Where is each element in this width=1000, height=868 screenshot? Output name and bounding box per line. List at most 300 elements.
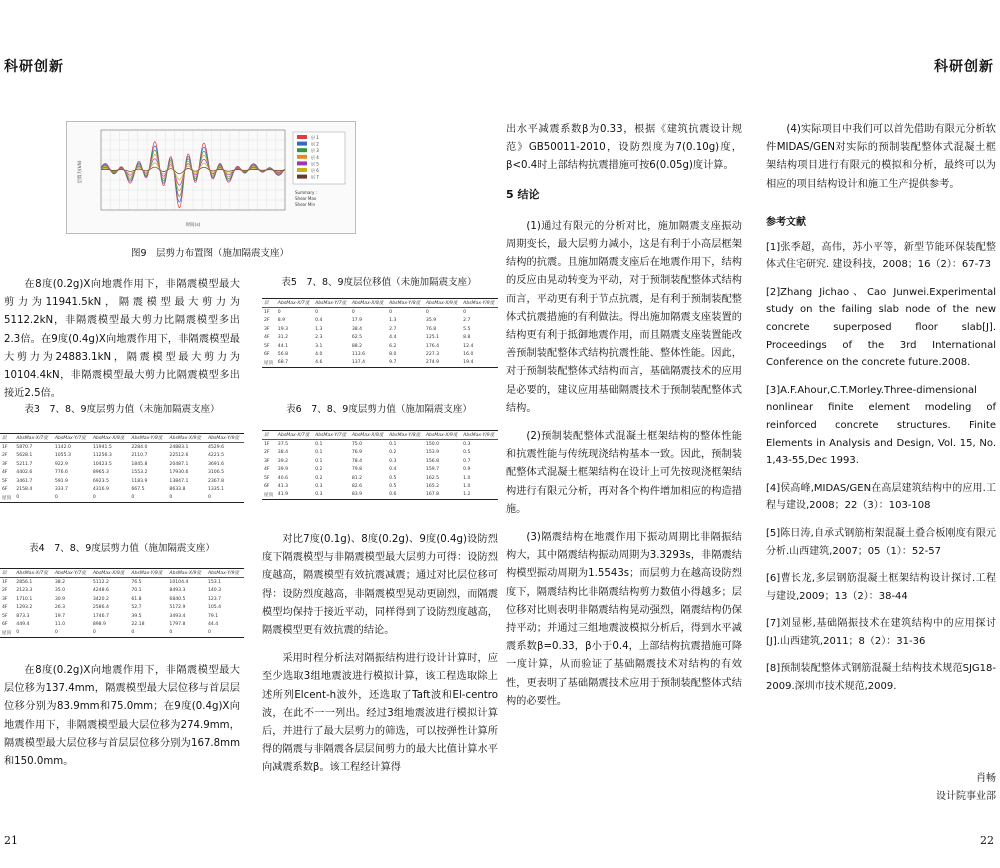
table5 [262,298,498,368]
reference-item: [2]Zhang Jichao、Cao Junwei.Experimental study on the failing slab node of the new concrete superposed floor slab[J]. Proceedings of the 3rd International Conference on the concrete future.2008. [766,286,996,369]
table-cell: 0 [167,494,206,503]
table-cell: 3493.4 [169,613,186,619]
table-cell: 0.3 [389,458,397,464]
table-header-cell: AbsMax-Y/7度 [313,299,350,308]
table-cell: 0.5 [389,484,397,490]
table-cell: 227.3 [425,352,440,358]
table-cell: 153.9 [425,450,440,456]
table3 [0,433,244,503]
table-cell: 79.1 [207,613,219,619]
table-cell: 153.1 [207,580,222,586]
legend-swatch [297,135,307,139]
table-row [0,452,244,460]
table-header-cell: AbsMax-Y/8度 [387,431,424,440]
paragraph: 在8度(0.2g)X向地震作用下，非隔震模型最大剪力为11941.5kN，隔震模型最大剪力为5112.2kN，非隔震模型最大剪力比隔震模型多出2.3倍。在9度(0.4g)X向地震作用下，非隔震模型最大剪力为24883.1kN，隔震模型最大剪力为10104.4kN，非隔震模型最大剪力比隔震模型多出接近2.5倍。 [4,279,240,400]
table-cell: 79.8 [351,467,363,473]
table-cell: 167.8 [424,491,461,500]
table-cell: 2F [2,453,8,459]
table-cell: 125.1 [425,335,440,341]
table-cell: 0 [91,629,130,638]
reference-item: [5]陈日涛,自承式钢筋桁架混凝土叠合板刚度有限元分析.山西建筑,2007；05（1）：52-57 [766,527,996,557]
table-header-cell: AbsMax-X/8度 [91,569,130,578]
reference-item: [8]预制装配整体式钢筋混凝土结构技术规范SJG18-2009.深圳市技术规范,2009. [766,663,996,693]
table-row [0,604,244,612]
table-cell: 3106.5 [207,470,225,476]
table-cell: 屋顶 [262,359,276,368]
table-row [0,612,244,620]
table-cell: 5.5 [463,326,471,332]
table-cell: 61.8 [131,596,142,602]
table-cell: 591.9 [54,478,68,484]
table-row [0,469,244,477]
table-row [0,629,244,638]
table-cell: 0.3 [313,491,350,500]
table-cell: 873.3 [16,613,30,619]
table-header-cell: AbsMax-X/8度 [350,431,387,440]
table-cell: 52.7 [131,605,142,611]
table-cell: 75.0 [351,442,363,448]
table-cell: 1335.1 [207,487,225,493]
table-cell: 8633.8 [169,487,186,493]
legend-label: 层 1 [311,135,319,140]
table-row [262,474,498,482]
table-row [0,595,244,603]
table-cell: 4248.6 [92,588,109,594]
table-header-cell: AbsMax-X/9度 [424,431,461,440]
table-cell: 0 [277,310,281,316]
table-cell: 0 [91,494,130,503]
table3-title: 表3 7、8、9度层剪力值（未施加隔震支座） [24,404,220,415]
table-cell: 1845.8 [131,461,148,467]
table-cell: 1293.2 [16,605,33,611]
legend-label: 层 2 [311,141,319,147]
section-heading: 5 结论 [506,187,540,201]
table-header-row [262,431,498,440]
table-cell: 0.3 [463,442,471,448]
table-cell: 0.6 [387,491,424,500]
col3-text [506,121,742,721]
table-header-cell: AbsMax-Y/7度 [53,569,91,578]
table-row [0,443,244,452]
table-cell: 37.5 [277,442,289,448]
table-cell: 26.3 [54,605,66,611]
table-cell: 8.0 [389,352,397,358]
summary-label: Shear Min [295,202,315,207]
table-cell: 2.3 [315,335,323,341]
summary-label: Shear Max [295,196,317,201]
table-cell: 1142.0 [54,445,71,451]
table-header-cell: AbsMax-Y/9度 [206,434,244,443]
table-cell: 17930.6 [169,470,189,476]
table-cell: 0.7 [463,458,471,464]
table-cell: 12.4 [463,343,474,349]
table-row [0,578,244,587]
page-header-left: 科研创新 [4,59,64,75]
table-cell: 1.3 [315,326,323,332]
table-cell: 1.3 [389,318,397,324]
table-cell: 88.2 [351,343,363,349]
table-cell: 44.1 [277,343,289,349]
table-row [262,317,498,325]
table-cell: 667.5 [131,487,145,493]
table-cell: 0 [315,310,319,316]
table-cell: 0.5 [389,475,397,481]
table-cell: 3461.7 [16,478,33,484]
table-row [262,449,498,457]
table-cell: 0.1 [315,450,323,456]
x-axis-label: 时间(s) [185,223,201,228]
table-cell: 17.9 [351,318,363,324]
table-cell: 6F [264,352,270,358]
table-header-cell: AbsMax-X/8度 [350,299,387,308]
reference-item: [3]A.F.Ahour,C.T.Morley.Three-dimensional nonlinear finite element modeling of reinforced concrete structures. Finite Elements in Analysis and Design, Vol. 15, No. 1,43-55,Dec 1993. [766,384,996,467]
table-header-cell: 层 [262,431,276,440]
table-cell: 1F [2,580,8,586]
table-header-cell: AbsMax-X/9度 [167,569,206,578]
paragraph: (2)预制装配整体式混凝土框架结构的整体性能和抗震性能与传统现浇结构基本一致。因此，预制装配整体式混凝土框架结构在设计上可先按现浇框架结构进行有限元分析，再对各个构件增加相应的构造措施。 [506,431,742,515]
table-cell: 81.2 [351,475,363,481]
table-cell: 0.4 [315,318,323,324]
table-cell: 83.9 [350,491,387,500]
legend-swatch [297,168,307,172]
table-row [262,308,498,317]
page-header-right: 科研创新 [934,59,994,75]
table-cell: 2F [2,588,8,594]
table-cell: 1.0 [463,475,471,481]
table-cell: 38.4 [351,326,363,332]
table-cell: 19.4 [461,359,498,368]
table-cell: 0 [206,629,244,638]
table-cell: 24883.1 [169,445,189,451]
table-cell: 44.4 [207,622,219,628]
table6-title: 表6 7、8、9度层剪力值（施加隔震支座） [286,404,472,415]
table-cell: 0 [53,494,91,503]
table-cell: 屋顶 [262,491,276,500]
table-cell: 6.2 [389,343,397,349]
table-cell: 0 [129,629,167,638]
reference-item: [7]刘显彬,基础隔振技术在建筑结构中的应用探讨[J].山西建筑,2011；8（2）：31-36 [766,618,996,647]
table-cell: 0.5 [463,450,471,456]
table-row [262,350,498,358]
shear-chart-svg [67,122,355,233]
table-cell: 0 [389,310,393,316]
table-cell: 4F [264,335,270,341]
col4-text [766,121,996,204]
table-row [0,494,244,503]
table-cell: 76.5 [131,580,142,586]
table-cell: 2856.1 [16,580,33,586]
table-cell: 3F [2,596,8,602]
table-cell: 5F [264,343,270,349]
col1-text-top [4,276,240,413]
table-header-cell: 层 [0,569,14,578]
table-header-cell: AbsMax-Y/7度 [53,434,91,443]
table-cell: 6923.5 [92,478,109,484]
table-cell: 35.9 [425,318,437,324]
table-cell: 4.4 [389,335,397,341]
table-cell: 4529.6 [207,445,225,451]
legend-label: 层 5 [311,161,319,167]
table-row [0,620,244,628]
table-cell: 2367.8 [207,478,225,484]
table-row [0,485,244,493]
author-name: 肖畅 [976,773,996,784]
table-cell: 8.9 [277,318,286,324]
table-row [262,440,498,449]
table-cell: 76.9 [351,450,363,456]
table-cell: 4F [264,467,270,473]
table-cell: 0 [167,629,206,638]
paragraph: (4)实际项目中我们可以首先借助有限元分析软件MIDAS/GEN对实际的预制装配整体式混凝土框架结构项目进行有限元的模拟和分析，最终可以为相应的项目结构设计和施工生产提供参考。 [766,124,996,190]
table-cell: 10104.4 [169,580,189,586]
table-cell: 6840.5 [169,596,186,602]
references [766,214,996,706]
figure-caption: 图9 层剪力布置图（施加隔震支座） [130,248,290,259]
table-cell: 162.5 [425,475,440,481]
table-cell: 4316.9 [92,487,109,493]
table-row [262,325,498,333]
table-cell: 8493.3 [169,588,186,594]
table-row [262,457,498,465]
legend-label: 层 7 [311,174,319,180]
table-cell: 0 [53,629,91,638]
table-cell: 22.18 [131,622,145,628]
table-cell: 0.2 [389,450,397,456]
table-cell: 0 [425,310,429,316]
table-cell: 0 [351,310,355,316]
table-cell: 62.5 [351,335,363,341]
table-cell: 13847.1 [169,478,189,484]
table-cell: 2586.4 [92,605,109,611]
table-header-row [262,299,498,308]
table-header-cell: AbsMax-X/7度 [276,431,313,440]
table-cell: 449.4 [16,622,30,628]
table-header-row [0,569,244,578]
table-cell: 屋顶 [0,629,14,638]
table-cell: 39.5 [131,613,142,619]
table-row [0,477,244,485]
table-cell: 11256.3 [92,453,112,459]
table-header-cell: AbsMax-Y/8度 [129,434,167,443]
table-header-cell: AbsMax-X/8度 [91,434,130,443]
table-cell: 5211.7 [16,461,33,467]
table-cell: 1.0 [463,484,471,490]
legend-swatch [297,142,307,146]
table-cell: 5628.1 [16,453,33,459]
table-cell: 113.6 [351,352,365,358]
paragraph: 对比7度(0.1g)、8度(0.2g)、9度(0.4g)设防烈度下隔震模型与非隔震模型最大层剪力可得：设防烈度越高，隔震模型有效抗震减震；通过对比层位移可得：设防烈度越高，非隔震模型晃动更剧烈，而隔震模型均保持于接近平动，同样得到了设防烈度越高，隔震模型更有效抗震的结论。 [262,534,498,637]
table-cell: 0.3 [315,484,323,490]
table-cell: 2.7 [463,318,471,324]
table-cell: 3F [2,461,8,467]
table-cell: 3F [264,326,270,332]
table-row [262,466,498,474]
legend-swatch [297,155,307,159]
table-header-cell: AbsMax-X/7度 [14,434,53,443]
reference-item: [1]张季超，高伟，苏小平等，新型节能环保装配整体式住宅研究. 建设科技，2008；16（2）：67-73 [766,241,996,271]
author-dept: 设计院事业部 [936,791,996,802]
table-cell: 56.8 [277,352,289,358]
table-cell: 11941.5 [92,445,112,451]
table-cell: 159.7 [425,467,440,473]
paragraph: 在8度(0.2g)X向地震作用下，非隔震模型最大层位移为137.4mm，隔震模型最大层位移与首层层位移分别为83.9mm和75.0mm；在9度(0.4g)X向地震作用下，非隔震模型最大层位移为274.9mm，隔震模型最大层位移与首层层位移分别为167.8mm和150.0mm。 [4,665,240,768]
table-cell: 0.2 [315,475,323,481]
table-cell: 5F [2,613,8,619]
table-header-cell: AbsMax-X/9度 [167,434,206,443]
table-cell: 8.8 [463,335,471,341]
table-cell: 1553.2 [131,470,148,476]
shear-chart-figure [66,121,356,234]
table-cell: 1055.3 [54,453,71,459]
table-cell: 40.6 [277,475,289,481]
table-cell: 70.1 [131,588,142,594]
table-cell: 5112.2 [92,580,109,586]
table-cell: 4F [2,470,8,476]
table-cell: 2F [264,318,270,324]
table-cell: 9.7 [387,359,424,368]
table-header-cell: AbsMax-Y/8度 [387,299,424,308]
table-cell: 0.1 [315,442,323,448]
table-cell: 1F [264,310,270,316]
table-cell: 105.4 [207,605,222,611]
legend-label: 层 4 [311,154,319,160]
table-cell: 38.2 [54,580,66,586]
table-cell: 0 [14,629,53,638]
table-cell: 1746.7 [92,613,109,619]
table-cell: 38.4 [277,450,289,456]
table-cell: 2.7 [389,326,397,332]
col2-text [262,531,498,788]
table-cell: 4.0 [315,352,323,358]
table-cell: 156.8 [425,458,440,464]
table-cell: 4.6 [313,359,350,368]
table-cell: 123.7 [207,596,222,602]
table-cell: 898.9 [92,622,106,628]
page-number-left: 21 [4,834,18,847]
table-cell: 137.4 [350,359,387,368]
table-header-cell: AbsMax-X/9度 [424,299,461,308]
table-cell: 2123.3 [16,588,33,594]
table-cell: 35.0 [54,588,66,594]
table-cell: 5172.9 [169,605,186,611]
table-header-cell: AbsMax-Y/7度 [313,431,350,440]
paragraph: (1)通过有限元的分析对比，施加隔震支座振动周期变长，最大层剪力减小，这是有利于小高层框架结构的抗震。且施加隔震支座后在地震作用下，结构的反应由晃动转变为平动，对于预制装配整体式结构而言，平动更有利于节点抗震，是有利于预制装配整体式抗震措施的有利做法。得出施加隔震支座装置的结构更有利于抵御地震作用，而且隔震支座装置能改善预制装配整体式结构抗震性能、整体性能。因此，对于预制装配整体式结构而言，基础隔震技术的应用是必要的，建议应用基础隔震技术于预制装配整体式结构。 [506,220,742,414]
reference-item: [6]曹长龙,多层钢筋混凝土框架结构设计探讨.工程与建设,2009；13（2）：38-44 [766,573,996,602]
table-cell: 1183.9 [131,478,148,484]
table-row [262,491,498,500]
table-cell: 2F [264,450,270,456]
table-cell: 4F [2,605,8,611]
table-cell: 78.4 [351,458,363,464]
table-cell: 3F [264,458,270,464]
table-cell: 0 [129,494,167,503]
table-cell: 5F [2,478,8,484]
reference-item: [4]侯高峰,MIDAS/GEN在高层建筑结构中的应用.工程与建设,2008；22（3）：103-108 [766,482,996,512]
legend-swatch [297,161,307,165]
table-cell: 0.1 [389,442,397,448]
table-cell: 3691.6 [207,461,225,467]
y-axis-label: 层剪力(kN) [78,160,83,184]
legend-swatch [297,175,307,179]
table-row [262,334,498,342]
table-cell: 3420.2 [92,596,109,602]
table-cell: 5870.7 [16,445,33,451]
table-cell: 1710.1 [16,596,33,602]
table-cell: 776.6 [54,470,68,476]
table-cell: 176.4 [425,343,440,349]
table-row [262,359,498,368]
table-cell: 4402.6 [16,470,33,476]
table-header-cell: AbsMax-Y/9度 [206,569,244,578]
table-cell: 2284.0 [131,445,148,451]
table-cell: 19.7 [54,613,66,619]
table-cell: 6F [2,622,8,628]
paragraph: (3)隔震结构在地震作用下振动周期比非隔振结构大，其中隔震结构振动周期为3.3293s，非隔震结构模型振动周期为1.5543s；而层剪力在越高设防烈度下，隔震结构比非隔震结构剪力数值小得越多；层位移对比则表明非隔震结构晃动强烈，隔震结构仍保持平动；并通过三组地震波模拟分析后，得到水平减震系数β=0.33，β小于0.4，上部结构抗震措施可降一度计算，从而验证了基础隔震技术对结构的有效性，更表明了基础隔震技术应用于预制装配整体式结构的必要性。 [506,532,742,707]
table-cell: 39.9 [277,467,289,473]
table-cell: 68.7 [276,359,313,368]
table-cell: 4221.5 [207,453,225,459]
author-block [936,770,996,806]
table-cell: 165.2 [425,484,440,490]
table-cell: 0.2 [315,467,323,473]
legend-swatch [297,148,307,152]
table-row [262,482,498,490]
table-cell: 0.1 [315,458,323,464]
table-header-cell: AbsMax-X/7度 [14,569,53,578]
table4-title: 表4 7、8、9度层剪力值（施加隔震支座） [29,543,215,554]
table-cell: 82.6 [351,484,363,490]
table-cell: 2158.4 [16,487,33,493]
table-cell: 20487.1 [169,461,189,467]
table4 [0,568,244,638]
table-cell: 1F [2,445,8,451]
table-cell: 0 [14,494,53,503]
table-header-row [0,434,244,443]
legend-label: 层 6 [311,168,319,173]
table-cell: 76.8 [425,326,437,332]
table-cell: 39.2 [277,458,289,464]
page-number-right: 22 [980,834,994,847]
table-cell: 1.2 [461,491,498,500]
table-cell: 333.7 [54,487,68,493]
table-row [0,587,244,595]
table-cell: 19.3 [277,326,289,332]
table-header-cell: AbsMax-Y/9度 [461,299,498,308]
summary-label: Summary : [295,190,317,195]
table-cell: 922.9 [54,461,68,467]
table-cell: 30.9 [54,596,66,602]
table-cell: 10423.5 [92,461,112,467]
table-cell: 16.0 [463,352,474,358]
table-header-cell: 层 [0,434,14,443]
table5-title: 表5 7、8、9度层位移值（未施加隔震支座） [281,277,477,288]
table-cell: 1F [264,442,270,448]
table-cell: 0 [463,310,467,316]
table-header-cell: AbsMax-Y/8度 [129,569,167,578]
table-cell: 31.2 [277,335,289,341]
table-cell: 3.1 [315,343,323,349]
references-title: 参考文献 [766,217,806,228]
paragraph: 出水平减震系数β为0.33，根据《建筑抗震设计规范》GB50011-2010，设防烈度为7(0.10g)度，β<0.4时上部结构抗震措施可按6(0.05g)度计算。 [506,124,742,172]
table-row [0,460,244,468]
table-row [262,342,498,350]
table-header-cell: AbsMax-X/7度 [276,299,313,308]
legend-label: 层 3 [311,148,319,154]
table-cell: 41.9 [276,491,313,500]
table-cell: 22512.6 [169,453,189,459]
table-cell: 2110.7 [131,453,148,459]
table-cell: 6F [264,484,270,490]
